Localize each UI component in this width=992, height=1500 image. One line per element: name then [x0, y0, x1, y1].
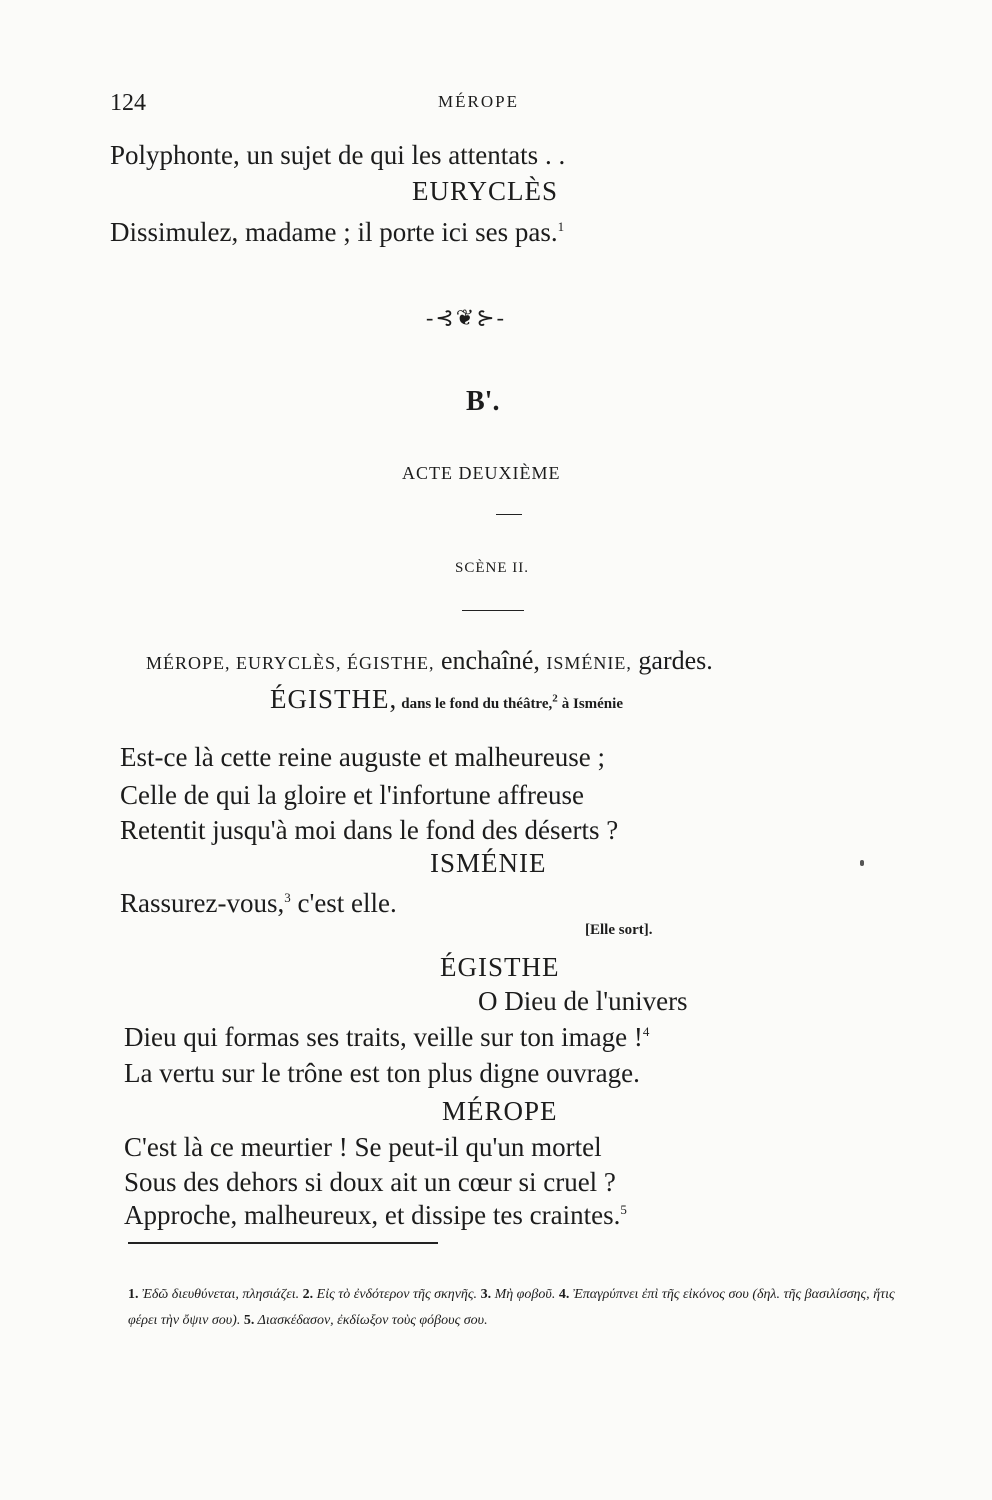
divider	[462, 610, 524, 611]
footnote-ref: 2	[552, 692, 558, 705]
verse-text: Approche, malheureux, et dissipe tes craintes.	[124, 1200, 621, 1230]
speaker-name: ÉGISTHE	[440, 952, 560, 982]
footnote-number: 1.	[128, 1287, 139, 1302]
verse-line: C'est là ce meurtier ! Se peut-il qu'un mortel	[124, 1132, 602, 1162]
footnote-number: 2.	[302, 1287, 314, 1302]
stage-direction: à Isménie	[561, 696, 623, 712]
verse-line: La vertu sur le trône est ton plus digne ouvrage.	[124, 1058, 640, 1088]
verse-line: Polyphonte, un sujet de qui les attentats . .	[110, 140, 566, 170]
footnote-number: 3.	[480, 1287, 492, 1302]
verse-text: Dieu qui formas ses traits, veille sur ton image !	[124, 1022, 643, 1052]
verse-text: c'est elle.	[297, 888, 397, 918]
footnote-text: Διασκέδασον, ἐκδίωξον τοὺς φόβους σου.	[257, 1313, 488, 1328]
scene-title: SCÈNE II.	[455, 560, 529, 576]
character-names: MÉROPE, EURYCLÈS, ÉGISTHE,	[146, 653, 435, 673]
verse-text: Dissimulez, madame ; il porte ici ses pas.	[110, 217, 558, 247]
verse-line: Retentit jusqu'à moi dans le fond des déserts ?	[120, 815, 619, 845]
character-detail: gardes.	[638, 646, 713, 675]
footnote-text: Ἐδῶ διευθύνεται, πλησιάζει.	[142, 1287, 300, 1302]
verse-line: Est-ce là cette reine auguste et malheureuse ;	[120, 742, 606, 772]
footnote-number: 4.	[558, 1287, 570, 1302]
divider	[496, 514, 522, 515]
stage-direction: dans le fond du théâtre,	[401, 696, 553, 712]
footnote-number: 5.	[243, 1313, 255, 1328]
character-name: ISMÉNIE,	[546, 653, 632, 673]
footnote-ref: 1	[557, 219, 565, 234]
speaker-line	[270, 684, 623, 715]
verse-line	[110, 217, 564, 248]
verse-line	[124, 1022, 649, 1053]
footnotes	[128, 1282, 898, 1334]
running-title: MÉROPE	[438, 92, 519, 111]
speaker-name: MÉROPE	[442, 1096, 558, 1126]
footnote-ref: 5	[620, 1202, 627, 1217]
footnote-ref: 3	[284, 890, 291, 905]
footnote-text: Εἰς τὸ ἐνδότερον τῆς σκηνῆς.	[316, 1287, 478, 1302]
character-detail: enchaîné,	[441, 646, 540, 675]
verse-line	[120, 888, 397, 919]
footnote-text: Ἐπαγρύπνει ἐπὶ τῆς εἰκόνος σου (δηλ. τῆς βασιλίσσης, ἥτις φέρει τὴν ὄψιν σου).	[128, 1287, 895, 1328]
footnote-separator	[128, 1242, 438, 1244]
characters-list	[146, 646, 713, 676]
section-letter: B'.	[466, 386, 500, 417]
verse-line: Celle de qui la gloire et l'infortune affreuse	[120, 780, 584, 810]
speaker-name: ÉGISTHE,	[270, 684, 398, 714]
speaker-name: ISMÉNIE	[430, 848, 547, 878]
speaker-name: EURYCLÈS	[412, 176, 559, 206]
verse-line: Sous des dehors si doux ait un cœur si cruel ?	[124, 1167, 616, 1197]
act-title: ACTE DEUXIÈME	[402, 463, 561, 483]
page-number: 124	[110, 90, 146, 116]
print-speck	[860, 860, 864, 866]
ornament-flourish-icon: -⊰❦⊱-	[426, 305, 506, 330]
verse-line	[124, 1200, 627, 1231]
footnote-text: Μὴ φοβοῦ.	[494, 1287, 556, 1302]
verse-line: O Dieu de l'univers	[478, 986, 688, 1016]
verse-text: Rassurez-vous,	[120, 888, 285, 918]
footnote-ref: 4	[642, 1024, 650, 1039]
stage-direction: [Elle sort].	[585, 922, 653, 938]
